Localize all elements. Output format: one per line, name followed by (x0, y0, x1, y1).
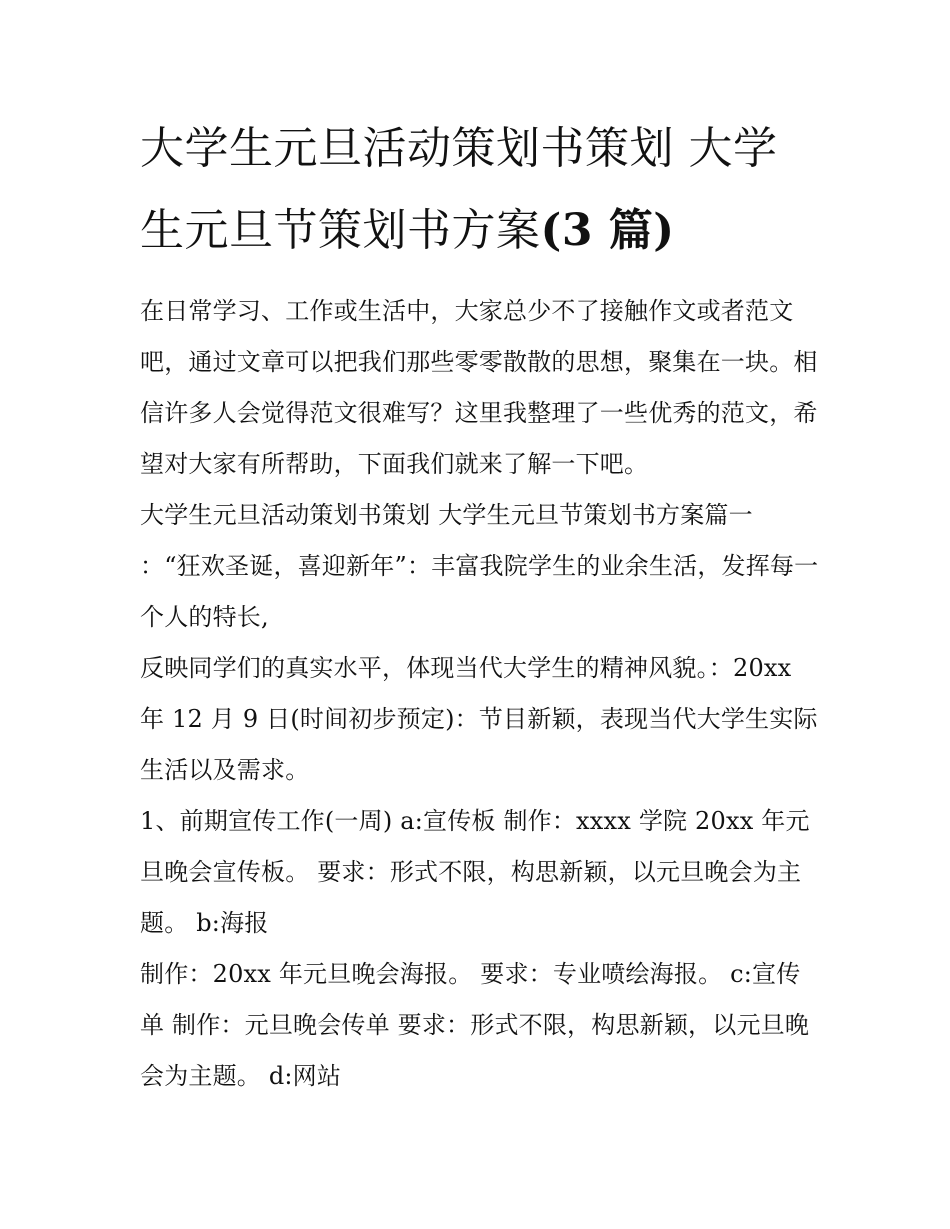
intro-paragraph: 在日常学习、工作或生活中，大家总少不了接触作文或者范文吧，通过文章可以把我们那些零零散散的思想，聚集在一块。相信许多人会觉得范文很难写？这里我整理了一些优秀的范文，希望对大家有所帮助，下面我们就来了解一下吧。 (140, 297, 818, 478)
theme-paragraph: ：“狂欢圣诞，喜迎新年”：丰富我院学生的业余生活，发挥每一个人的特长, (140, 552, 819, 631)
document-title-suffix: (3 篇) (540, 205, 675, 256)
document-title (140, 108, 820, 272)
poster-paragraph: 制作：20xx 年元旦晚会海报。 要求：专业喷绘海报。 c:宣传单 制作：元旦晚会传单 要求：形式不限，构思新颖，以元旦晚会为主题。 d:网站 (140, 960, 810, 1090)
publicity-paragraph: 1、前期宣传工作(一周) a:宣传板 制作：xxxx 学院 20xx 年元旦晚会宣传板。 要求：形式不限，构思新颖，以元旦晚会为主题。 b:海报 (140, 807, 810, 937)
section-heading: 大学生元旦活动策划书策划 大学生元旦节策划书方案篇一 (140, 501, 753, 529)
document-title-main: 大学生元旦活动策划书策划 大学生元旦节策划书方案 (140, 123, 778, 256)
document-content (140, 108, 820, 1102)
purpose-paragraph: 反映同学们的真实水平，体现当代大学生的精神风貌。：20xx 年 12 月 9 日(时间初步预定)：节目新颖，表现当代大学生实际生活以及需求。 (140, 654, 818, 784)
